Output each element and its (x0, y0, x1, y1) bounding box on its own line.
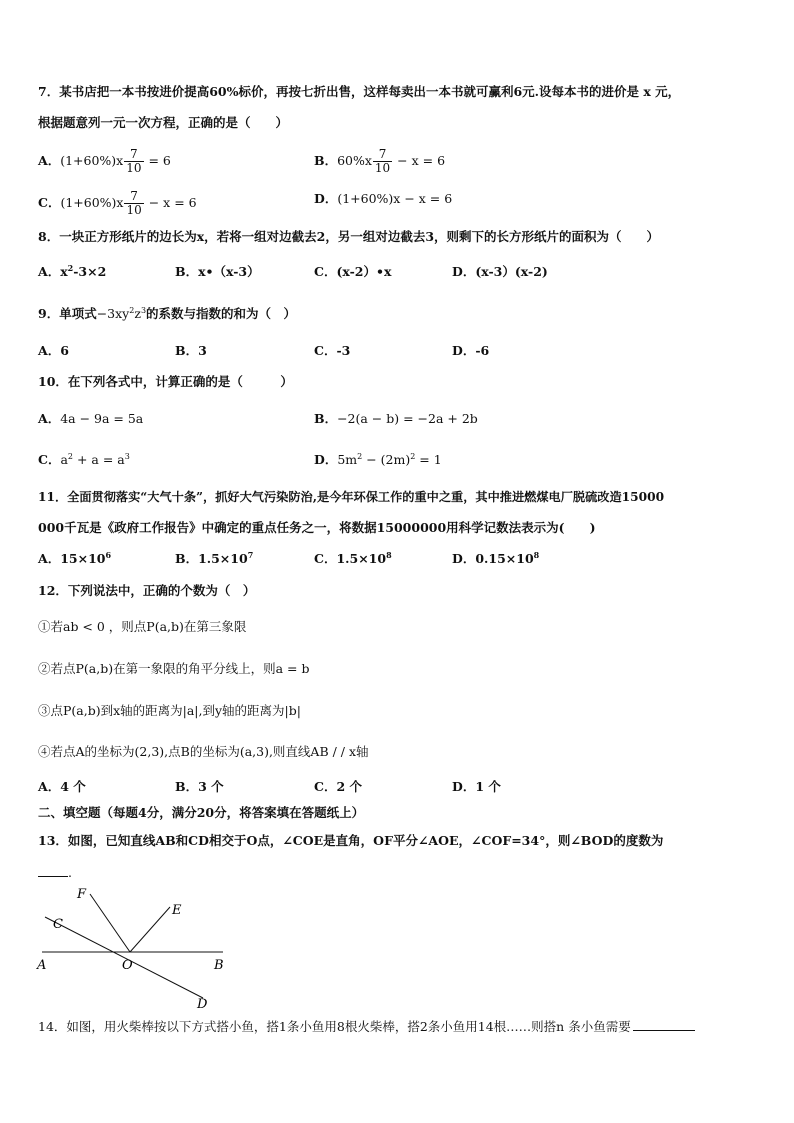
q10-option-b: B．−2(a − b) = −2a + 2b (314, 411, 478, 426)
q8-option-b: B．x•（x-3） (175, 264, 260, 279)
q8-option-c: C．(x-2）•x (314, 264, 392, 279)
label-b: B (214, 958, 224, 973)
q8-stem: 8．一块正方形纸片的边长为x，若将一组对边截去2，另一组对边截去3，则剩下的长方形纸片的面积为（ ） (38, 229, 660, 244)
q8-option-d: D．(x-3）(x-2) (452, 264, 548, 279)
q7-option-b: B．60%x $\frac{7}{10}$ − x = 6 (314, 147, 446, 175)
q12-statement-3: ③点P(a,b)到x轴的距离为|a|,到y轴的距离为|b| (38, 703, 301, 718)
fraction: $\frac{7}{10}$ (126, 189, 142, 217)
section-fill-in-heading: 二、填空题（每题4分，满分20分，将答案填在答题纸上） (38, 805, 365, 820)
q12-option-c: C．2 个 (314, 779, 362, 794)
label-e: E (172, 903, 182, 918)
q10-stem: 10．在下列各式中，计算正确的是（ ） (38, 374, 293, 389)
q7-stem-line2: 根据题意列一元一次方程，正确的是（ ） (38, 115, 289, 130)
label-o: O (122, 958, 133, 973)
q12-statement-4: ④若点A的坐标为(2,3),点B的坐标为(a,3),则直线AB / / x轴 (38, 744, 369, 759)
q13-answer-line: . (38, 864, 72, 882)
q12-option-a: A．4 个 (38, 779, 86, 794)
q13-figure (30, 880, 230, 1015)
answer-blank (38, 864, 68, 877)
q9-option-d: D．-6 (452, 343, 490, 358)
q7-option-a: A．(1+60%)x $\frac{7}{10}$ = 6 (38, 147, 171, 175)
q9-option-b: B．3 (175, 343, 207, 358)
label-d: D (197, 997, 208, 1012)
q7-option-d: D．(1+60%)x − x = 6 (314, 191, 453, 206)
q12-option-b: B．3 个 (175, 779, 224, 794)
q10-option-c: C．$a^2 + a = a^3$ (38, 452, 130, 467)
q12-statement-2: ②若点P(a,b)在第一象限的角平分线上，则a = b (38, 661, 310, 676)
ray-oe (130, 907, 170, 952)
fraction: $\frac{7}{10}$ (126, 147, 142, 175)
q11-stem-line1: 11．全面贯彻落实“大气十条”，抓好大气污染防治,是今年环保工作的重中之重，其中推进燃煤电厂脱硫改造15000 (38, 490, 665, 504)
q12-statement-1: ①若ab < 0 ，则点P(a,b)在第三象限 (38, 619, 247, 634)
q9-stem: 9．单项式$-3xy^2z^3$的系数与指数的和为（ ） (38, 306, 297, 321)
q10-option-d: D．$5m^2 - (2m)^2 = 1$ (314, 452, 442, 467)
q12-option-d: D．1 个 (452, 779, 501, 794)
answer-blank (633, 1018, 695, 1031)
q8-option-a: A．$x^2-3\times 2$ (38, 263, 107, 279)
q11-option-c: C．$1.5\times 10^8$ (314, 550, 392, 566)
q11-stem-line2: 000千瓦是《政府工作报告》中确定的重点任务之一，将数据15000000用科学记数法表示为( ) (38, 520, 596, 535)
q9-option-c: C．-3 (314, 343, 351, 358)
q7-stem-line1: 7．某书店把一本书按进价提高60%标价，再按七折出售，这样每卖出一本书就可赢利6元.设每本书的进价是 x 元， (38, 84, 681, 99)
q10-option-a: A．4a − 9a = 5a (38, 411, 144, 426)
q11-option-a: A．$15\times 10^6$ (38, 550, 112, 566)
q11-option-d: D．$0.15\times 10^8$ (452, 550, 540, 566)
q14-stem: 14．如图，用火柴棒按以下方式搭小鱼，搭1条小鱼用8根火柴棒，搭2条小鱼用14根……则搭n 条小鱼需要 (38, 1018, 695, 1036)
q13-stem: 13．如图，已知直线AB和CD相交于O点，∠COE是直角，OF平分∠AOE，∠COF=34°，则∠BOD的度数为 (38, 833, 664, 848)
q9-option-a: A．6 (38, 343, 69, 358)
label-c: C (53, 917, 63, 932)
label-f: F (77, 887, 87, 902)
label-a: A (37, 958, 47, 973)
q12-stem: 12．下列说法中，正确的个数为（ ） (38, 583, 256, 598)
fraction: $\frac{7}{10}$ (374, 147, 391, 175)
q11-option-b: B．$1.5\times 10^7$ (175, 550, 254, 566)
q7-option-c: C．(1+60%)x $\frac{7}{10}$ − x = 6 (38, 189, 197, 217)
